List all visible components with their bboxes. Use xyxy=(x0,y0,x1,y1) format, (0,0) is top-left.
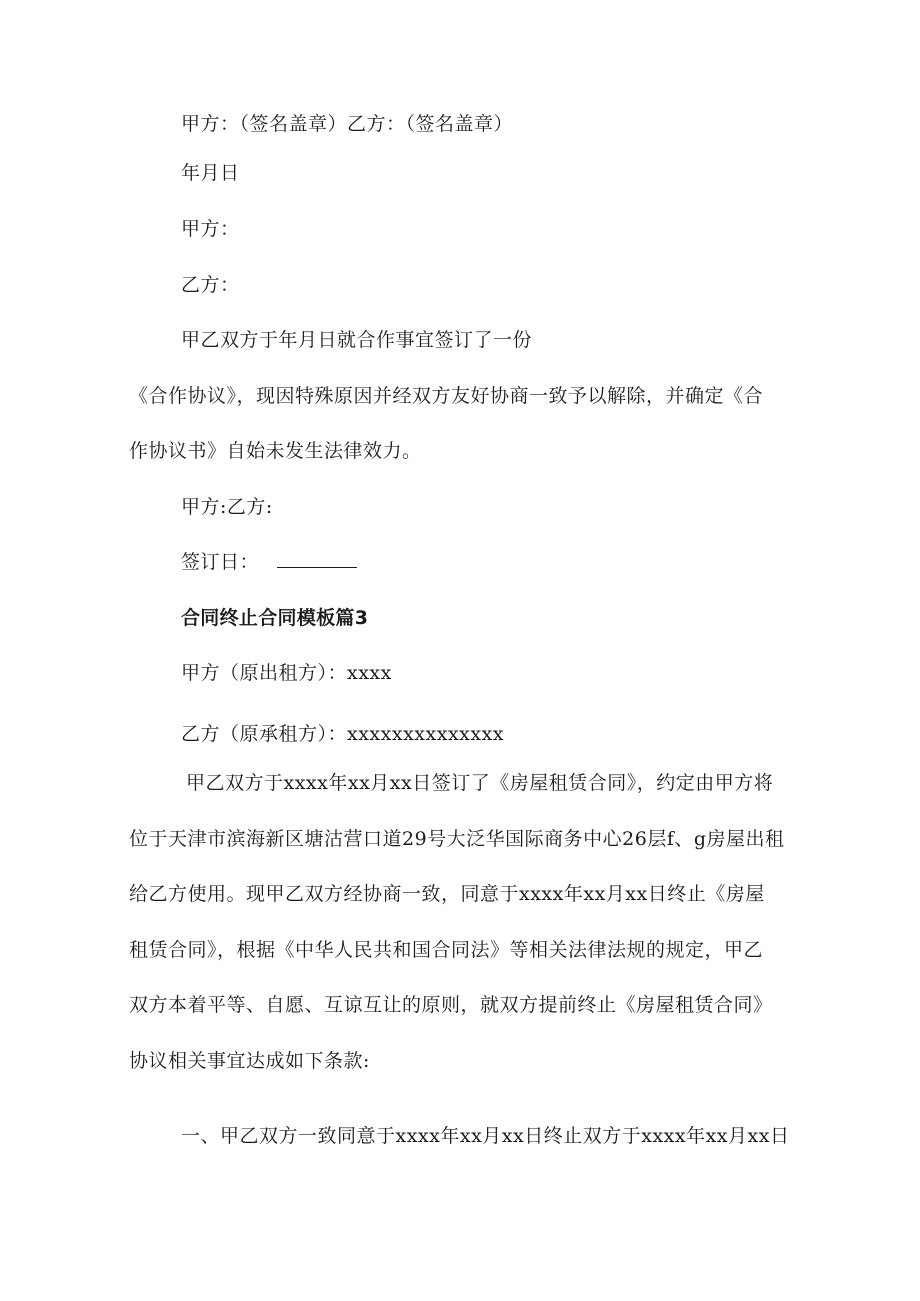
agreement-paragraph-line-2: 《合作协议》，现因特殊原因并经双方友好协商一致予以解除，并确定《合 xyxy=(129,385,764,407)
lease-paragraph-line-5: 双方本着平等、自愿、互谅互让的原则，就双方提前终止《房屋租赁合同》 xyxy=(129,994,773,1016)
party-b-line: 乙方： xyxy=(181,274,240,296)
agreement-paragraph-line-3: 作协议书》自始未发生法律效力。 xyxy=(129,440,422,462)
lease-paragraph-line-1: 甲乙双方于xxxx年xx月xx日签订了《房屋租赁合同》，约定由甲方将 xyxy=(186,772,774,794)
agreement-paragraph-line-1: 甲乙双方于年月日就合作事宜签订了一份 xyxy=(181,329,533,351)
signing-date-label: 签订日： xyxy=(181,551,260,573)
lease-paragraph-line-6: 协议相关事宜达成如下条款: xyxy=(129,1050,370,1072)
date-line: 年月日 xyxy=(181,162,240,184)
lease-paragraph-line-2: 位于天津市滨海新区塘沽营口道29号大泛华国际商务中心26层f、g房屋出租 xyxy=(129,828,785,850)
lessee-line: 乙方（原承租方）：xxxxxxxxxxxxxx xyxy=(181,723,505,745)
party-ab-line: 甲方:乙方: xyxy=(181,496,273,518)
lease-paragraph-line-4: 租赁合同》，根据《中华人民共和国合同法》等相关法律法规的规定，甲乙 xyxy=(129,939,764,961)
section-heading: 合同终止合同模板篇3 xyxy=(181,607,369,629)
clause-one-line: 一、甲乙双方一致同意于xxxx年xx月xx日终止双方于xxxx年xx月xx日 xyxy=(181,1125,790,1147)
party-a-line: 甲方： xyxy=(181,218,240,240)
signature-line: 甲方：（签名盖章）乙方：（签名盖章） xyxy=(181,113,514,135)
signing-date-line xyxy=(181,550,357,574)
lessor-line: 甲方（原出租方）：xxxx xyxy=(181,662,392,684)
lease-paragraph-line-3: 给乙方使用。现甲乙双方经协商一致，同意于xxxx年xx月xx日终止《房屋 xyxy=(129,883,765,905)
signing-date-blank xyxy=(277,553,357,568)
